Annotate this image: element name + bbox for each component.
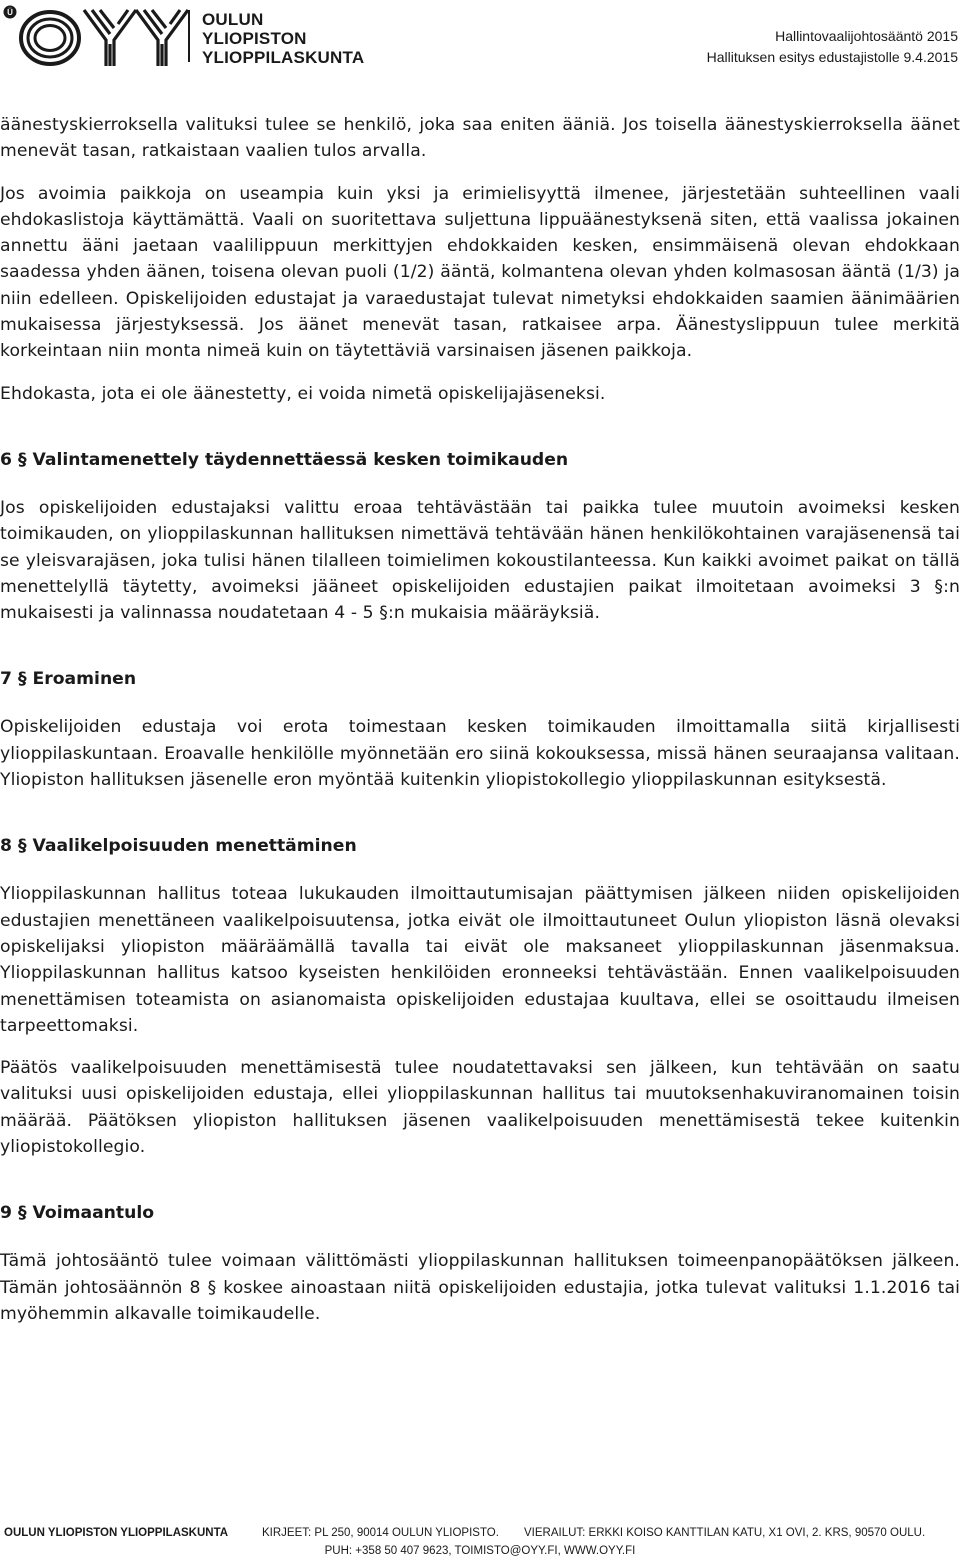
logo-wordmark [202, 10, 364, 67]
svg-text:Ü: Ü [7, 8, 13, 17]
document-title: Hallintovaalijohtosääntö 2015 [775, 28, 958, 44]
paragraph: Tämä johtosääntö tulee voimaan välittömästi ylioppilaskunnan hallituksen toimeenpanopäätöksen jälkeen. Tämän johtosäännön 8 § koskee ainoastaan niitä opiskelijoiden edustajia, jotka tulevat valituksi 1.1.2016 tai myöhemmin alkavalle toimikaudelle. [0, 1251, 960, 1324]
paragraph: Jos avoimia paikkoja on useampia kuin yksi ja erimielisyyttä ilmenee, järjestetään suhteellinen vaali ehdokaslistoja käyttämättä. Vaali on suoritettava suljettuna lippuäänestyksenä siten, että vaalissa jokainen annettu ääni jaetaan vaalilippuun merkittyjen ehdokkaiden kesken, ensimmäisenä olevan ehdokkaan saadessa yhden äänen, toisena olevan puoli (1/2) ääntä, kolmantena olevan yhden kolmasosan ääntä (1/3) ja niin edelleen. Opiskelijoiden edustajat ja varaedustajat tulevat nimetyksi ehdokkaiden saamien äänimäärien mukaisessa järjestyksessä. Jos äänet menevät tasan, ratkaisee arpa. Äänestyslippuun tulee merkitä korkeintaan niin monta nimeä kuin on täytettäviä varsinaisen jäsenen paikkoja. [0, 183, 960, 362]
paragraph: äänestyskierroksella valituksi tulee se henkilö, joka saa eniten ääniä. Jos toisella äänestyskierroksella äänet menevät tasan, ratkaistaan vaalien tulos arvalla. [0, 115, 960, 162]
page-header [0, 0, 960, 80]
footer-contact: PUH: +358 50 407 9623, TOIMISTO@OYY.FI, WWW.OYY.FI [324, 1545, 636, 1557]
section-heading: 9 § Voimaantulo [0, 1203, 155, 1224]
paragraph: Päätös vaalikelpoisuuden menettämisestä tulee noudatettavaksi sen jälkeen, kun tehtävään on saatu valituksi uusi opiskelijoiden edustaja, ellei ylioppilaskunnan hallitus tai muutoksenhakuviranomainen toisin määrää. Päätöksen yliopiston hallituksen jäsenen vaalikelpoisuuden menettämisestä tekee kuitenkin yliopistokollegio. [0, 1058, 960, 1158]
paragraph: Jos opiskelijoiden edustajaksi valittu eroaa tehtävästään tai paikka tulee muutoin avoimeksi kesken toimikauden, on ylioppilaskunnan hallituksen nimettävä tehtävään hänen henkilökohtainen varajäsenensä tai se yleisvarajäsen, joka tulisi hänen tilalleen toimielimen kokoustilanteessa. Kun kaikki avoimet paikat on tällä menettelyllä täytetty, avoimeksi jääneet opiskelijoiden edustajien paikat ilmoitetaan avoimeksi 3 §:n mukaisesti ja valinnassa noudatetaan 4 - 5 §:n mukaisia määräyksiä. [0, 497, 960, 624]
section-heading: 7 § Eroaminen [0, 669, 137, 690]
paragraph: Ehdokasta, jota ei ole äänestetty, ei voida nimetä opiskelijajäseneksi. [0, 383, 606, 404]
footer-mail-address: KIRJEET: PL 250, 90014 OULUN YLIOPISTO. [262, 1527, 499, 1539]
section-heading: 6 § Valintamenettely täydennettäessä kesken toimikauden [0, 449, 569, 470]
footer-org: OULUN YLIOPISTON YLIOPPILASKUNTA [4, 1527, 229, 1539]
logo-divider [188, 10, 190, 62]
paragraph: Ylioppilaskunnan hallitus toteaa lukukauden ilmoittautumisajan päättymisen jälkeen niiden opiskelijoiden edustajien menettäneen vaalikelpoisuutensa, jotka eivät ole ilmoittautuneet Oulun yliopiston läsnä olevaksi opiskelijaksi yliopiston määräämällä tavalla tai eivät ole maksaneet ylioppilaskunnan jäsenmaksua. Ylioppilaskunnan hallitus katsoo kyseisten henkilöiden eronneeksi tehtävästään. Ennen vaalikelpoisuuden menettämisen toteamista on asianomaista opiskelijoiden edustajaa kuultava, ellei se osoittaudu ilmeisen tarpeettomaksi. [0, 884, 960, 1036]
footer-visit-address: VIERAILUT: ERKKI KOISO KANTTILAN KATU, X1 OVI, 2. KRS, 90570 OULU. [524, 1527, 926, 1539]
logo-line-2: YLIOPISTON [202, 29, 307, 48]
oyy-logo [2, 4, 194, 68]
document-body [0, 112, 960, 1327]
section-heading: 8 § Vaalikelpoisuuden menettäminen [0, 836, 357, 857]
page-footer [0, 1524, 960, 1560]
document-subtitle: Hallituksen esitys edustajistolle 9.4.2015 [706, 49, 958, 65]
footer-address-line [0, 1524, 960, 1542]
logo-line-1: OULUN [202, 10, 264, 29]
document-meta [707, 26, 958, 68]
logo-line-3: YLIOPPILASKUNTA [202, 48, 365, 67]
paragraph: Opiskelijoiden edustaja voi erota toimestaan kesken toimikauden ilmoittamalla siitä kirjallisesti ylioppilaskuntaan. Eroavalle henkilölle myönnetään ero siinä kokouksessa, missä hänen seuraajansa valitaan. Yliopiston hallituksen jäsenelle eron myöntää kuitenkin yliopistokollegio ylioppilaskunnan esityksestä. [0, 717, 960, 791]
